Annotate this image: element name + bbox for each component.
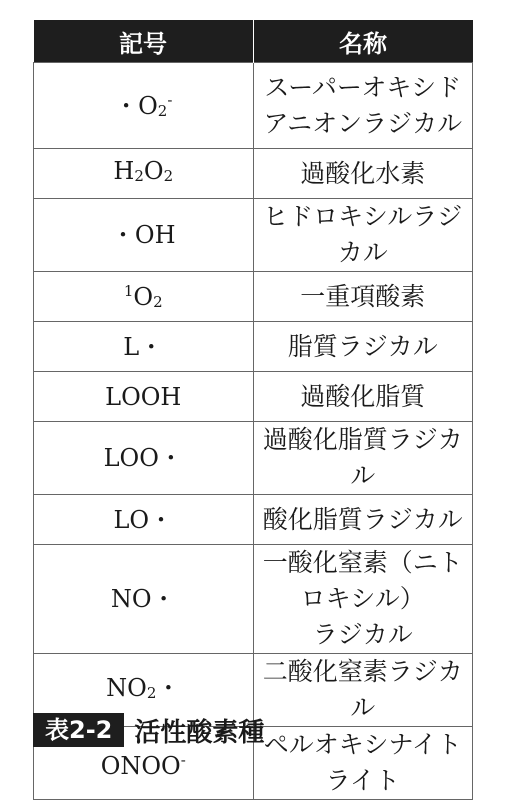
table-row bbox=[34, 495, 473, 545]
table-row bbox=[34, 372, 473, 422]
symbol-cell: H2O2 bbox=[34, 149, 254, 199]
name-cell: 二酸化窒素ラジカル bbox=[253, 654, 473, 727]
reactive-oxygen-table bbox=[33, 20, 473, 800]
table-header-row bbox=[34, 20, 473, 63]
name-cell: 過酸化脂質 bbox=[253, 372, 473, 422]
header-name: 名称 bbox=[253, 20, 473, 63]
name-cell: 過酸化水素 bbox=[253, 149, 473, 199]
table-caption bbox=[33, 713, 264, 747]
symbol-cell: ・O2- bbox=[34, 63, 254, 149]
name-cell: 過酸化脂質ラジカル bbox=[253, 422, 473, 495]
name-cell: 一酸化窒素（ニトロキシル） ラジカル bbox=[253, 545, 473, 654]
symbol-cell: ・OH bbox=[34, 199, 254, 272]
caption-title: 活性酸素種 bbox=[134, 717, 265, 748]
header-symbol: 記号 bbox=[34, 20, 254, 63]
table-row bbox=[34, 545, 473, 654]
name-cell: 一重項酸素 bbox=[253, 272, 473, 322]
symbol-cell: $^1$O2 bbox=[34, 272, 254, 322]
name-cell: 脂質ラジカル bbox=[253, 322, 473, 372]
symbol-cell: L・ bbox=[34, 322, 254, 372]
caption-badge: 表2-2 bbox=[33, 713, 124, 747]
table-row bbox=[34, 422, 473, 495]
table-row bbox=[34, 272, 473, 322]
name-cell: ペルオキシナイトライト bbox=[253, 727, 473, 800]
name-cell: スーパーオキシド アニオンラジカル bbox=[253, 63, 473, 149]
table-row bbox=[34, 149, 473, 199]
table-row bbox=[34, 322, 473, 372]
symbol-cell: LO・ bbox=[34, 495, 254, 545]
table-row bbox=[34, 199, 473, 272]
symbol-cell: NO2・ bbox=[34, 654, 254, 727]
name-cell: ヒドロキシルラジカル bbox=[253, 199, 473, 272]
table-row bbox=[34, 63, 473, 149]
symbol-cell: ONOO- bbox=[34, 727, 254, 800]
name-cell: 酸化脂質ラジカル bbox=[253, 495, 473, 545]
symbol-cell: NO・ bbox=[34, 545, 254, 654]
symbol-cell: LOO・ bbox=[34, 422, 254, 495]
symbol-cell: LOOH bbox=[34, 372, 254, 422]
